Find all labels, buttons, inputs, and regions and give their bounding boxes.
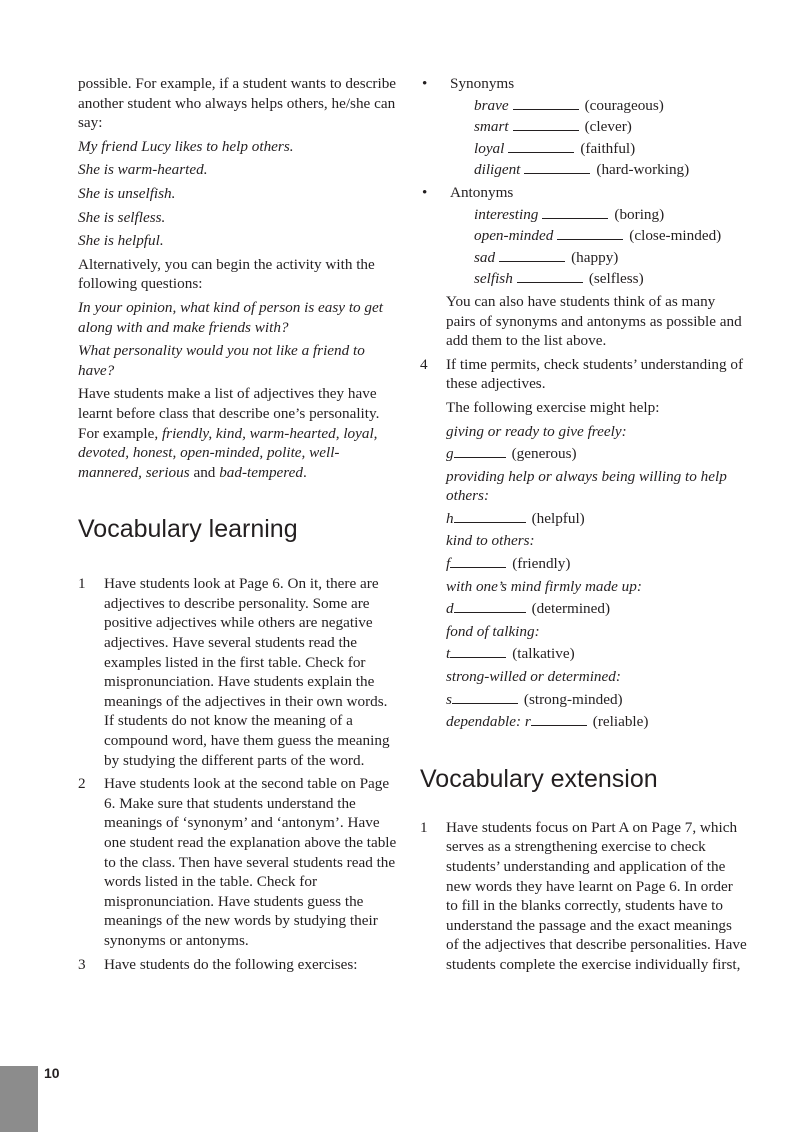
item-text: Have students look at the second table on Page 6. Make sure that students understand the meanings of ‘synonym’ and ‘antonym’. Have one student read the explanation above the table to the class. Then have several students read the words listed in the table. Check for mispronunciation. Have students guess the meanings of the new words by studying their synonyms or antonyms. [104,775,397,949]
example-sentence: She is selfless. [78,208,166,226]
antonym-list [420,205,748,289]
answer-word: (helpful) [531,509,585,527]
definition-exercise [420,398,748,732]
list-end: . [302,463,307,481]
definition-answer [446,644,748,664]
right-column [420,74,748,979]
pair-word: diligent [474,161,521,179]
numbered-item [78,574,398,770]
answer-word: (strong-minded) [523,690,623,708]
answer-letter: h [446,509,454,527]
definition: providing help or always being willing to help others: [446,467,727,505]
answer-blank [499,248,565,262]
list-examples: friendly, kind, warm-hearted, loyal, devoted, honest, open-minded, polite, well-mannered, serious [78,424,378,481]
item-text: Have students do the following exercises: [104,955,358,973]
answer-word: (friendly) [512,555,571,573]
section-heading-vocabulary-learning: Vocabulary learning [78,515,298,544]
page-tab [0,1066,38,1132]
answer-word: (talkative) [512,645,575,663]
numbered-item [420,355,748,394]
item-number: 1 [78,575,86,593]
answer-letter: r [524,713,531,731]
numbered-item [420,818,748,975]
page-number: 10 [44,1065,60,1081]
example-sentence: My friend Lucy likes to help others. [78,137,294,155]
answer-blank [513,96,579,110]
synonyms-label: Synonyms [450,75,515,92]
definition-answer [446,599,748,619]
numbered-item [78,955,398,975]
pair-answer: (hard-working) [596,161,690,179]
synonyms-bullet [420,74,748,94]
answer-letter: t [446,645,451,663]
answer-letter: d [446,600,454,618]
item-number: 4 [420,355,428,373]
example-sentence: She is warm-hearted. [78,161,208,179]
pair-word: interesting [474,205,539,223]
list-and: and [193,463,216,481]
pair-answer: (courageous) [584,96,664,114]
synonym-pair [474,96,748,116]
definition: fond of talking: [446,622,540,640]
pair-answer: (close-minded) [629,227,722,245]
pair-answer: (faithful) [580,139,636,157]
answer-blank [524,160,590,174]
numbered-item [78,774,398,950]
list-text: Have students make a list of adjectives they have learnt before class that describe one’s personality. For example, [78,385,380,442]
exercise-intro: The following exercise might help: [446,398,660,416]
definition-answer [446,509,748,529]
answer-blank [513,117,579,131]
answer-blank [454,509,526,523]
synonym-pair [474,160,748,180]
definition: with one’s mind firmly made up: [446,577,642,595]
intro-paragraph: possible. For example, if a student wants to describe another student who always helps others, he/she can say: [78,75,397,132]
definition: strong-willed or determined: [446,668,621,686]
item-text: Have students focus on Part A on Page 7, which serves as a strengthening exercise to check students’ understanding and application of the new words they have learnt on Page 6. In order to fill in the blanks correctly, students have to understand the passage and the exact meanings of the adjectives that describe personalities. Have students complete the exercise individually first, [446,818,747,973]
section-heading-vocabulary-extension: Vocabulary extension [420,764,658,793]
antonym-pair [474,248,748,268]
synonym-list [420,96,748,180]
definition-answer [446,444,748,464]
pair-answer: (clever) [584,118,632,136]
example-sentence: She is unselfish. [78,184,176,202]
example-sentence: She is helpful. [78,232,164,250]
pair-word: brave [474,96,509,114]
synonym-pair [474,117,748,137]
pair-answer: (boring) [614,205,665,223]
question: What personality would you not like a friend to have? [78,342,365,379]
answer-blank [450,644,506,658]
antonym-pair [474,205,748,225]
answer-blank [531,712,587,726]
answer-blank [452,690,518,704]
answer-blank [517,269,583,283]
also-paragraph: You can also have students think of as many pairs of synonyms and antonyms as possible and add them to the list above. [446,292,742,350]
answer-letter: s [446,690,452,708]
answer-blank [454,444,506,458]
item-number: 2 [78,775,86,793]
answer-letter: f [446,555,451,573]
answer-word: (generous) [511,445,577,463]
synonym-pair [474,139,748,159]
answer-word: (determined) [531,600,611,618]
antonyms-label: Antonyms [450,183,514,201]
definition-answer [446,554,748,574]
pair-word: smart [474,118,509,136]
alternative-paragraph: Alternatively, you can begin the activity with the following questions: [78,255,375,293]
definition-answer-inline [446,712,748,732]
pair-word: sad [474,248,496,266]
item-number: 1 [420,818,428,836]
definition: kind to others: [446,532,535,550]
bullet-icon: • [422,75,428,92]
bullet-icon: • [422,183,428,201]
pair-word: loyal [474,139,505,157]
item-text: If time permits, check students’ understanding of these adjectives. [446,355,744,393]
item-text: Have students look at Page 6. On it, there are adjectives to describe personality. Some are positive adjectives while others are negative adjectives. Have several students read the examples listed in the first table. Check for mispronunciation. Have students explain the meanings of the adjectives in their own words. If students do not know the meaning of a compound word, have them guess the meaning by studying the different parts of the word. [104,575,390,769]
item-number: 3 [78,955,86,973]
pair-answer: (selfless) [588,270,644,288]
pair-answer: (happy) [571,248,619,266]
pair-word: selfish [474,270,513,288]
adjective-list-paragraph [78,384,398,482]
answer-blank [557,226,623,240]
answer-blank [450,554,506,568]
antonym-pair [474,226,748,246]
answer-blank [508,139,574,153]
question: In your opinion, what kind of person is easy to get along with and make friends with? [78,298,383,336]
antonym-pair [474,269,748,289]
pair-word: open-minded [474,227,554,245]
list-last: bad-tempered [219,463,303,481]
left-column [78,74,398,978]
answer-blank [542,205,608,219]
definition: dependable: [446,713,522,731]
antonyms-bullet [420,183,748,203]
answer-word: (reliable) [592,713,649,731]
answer-blank [454,599,526,613]
answer-letter: g [446,445,454,463]
definition-answer [446,690,748,710]
definition: giving or ready to give freely: [446,422,627,440]
